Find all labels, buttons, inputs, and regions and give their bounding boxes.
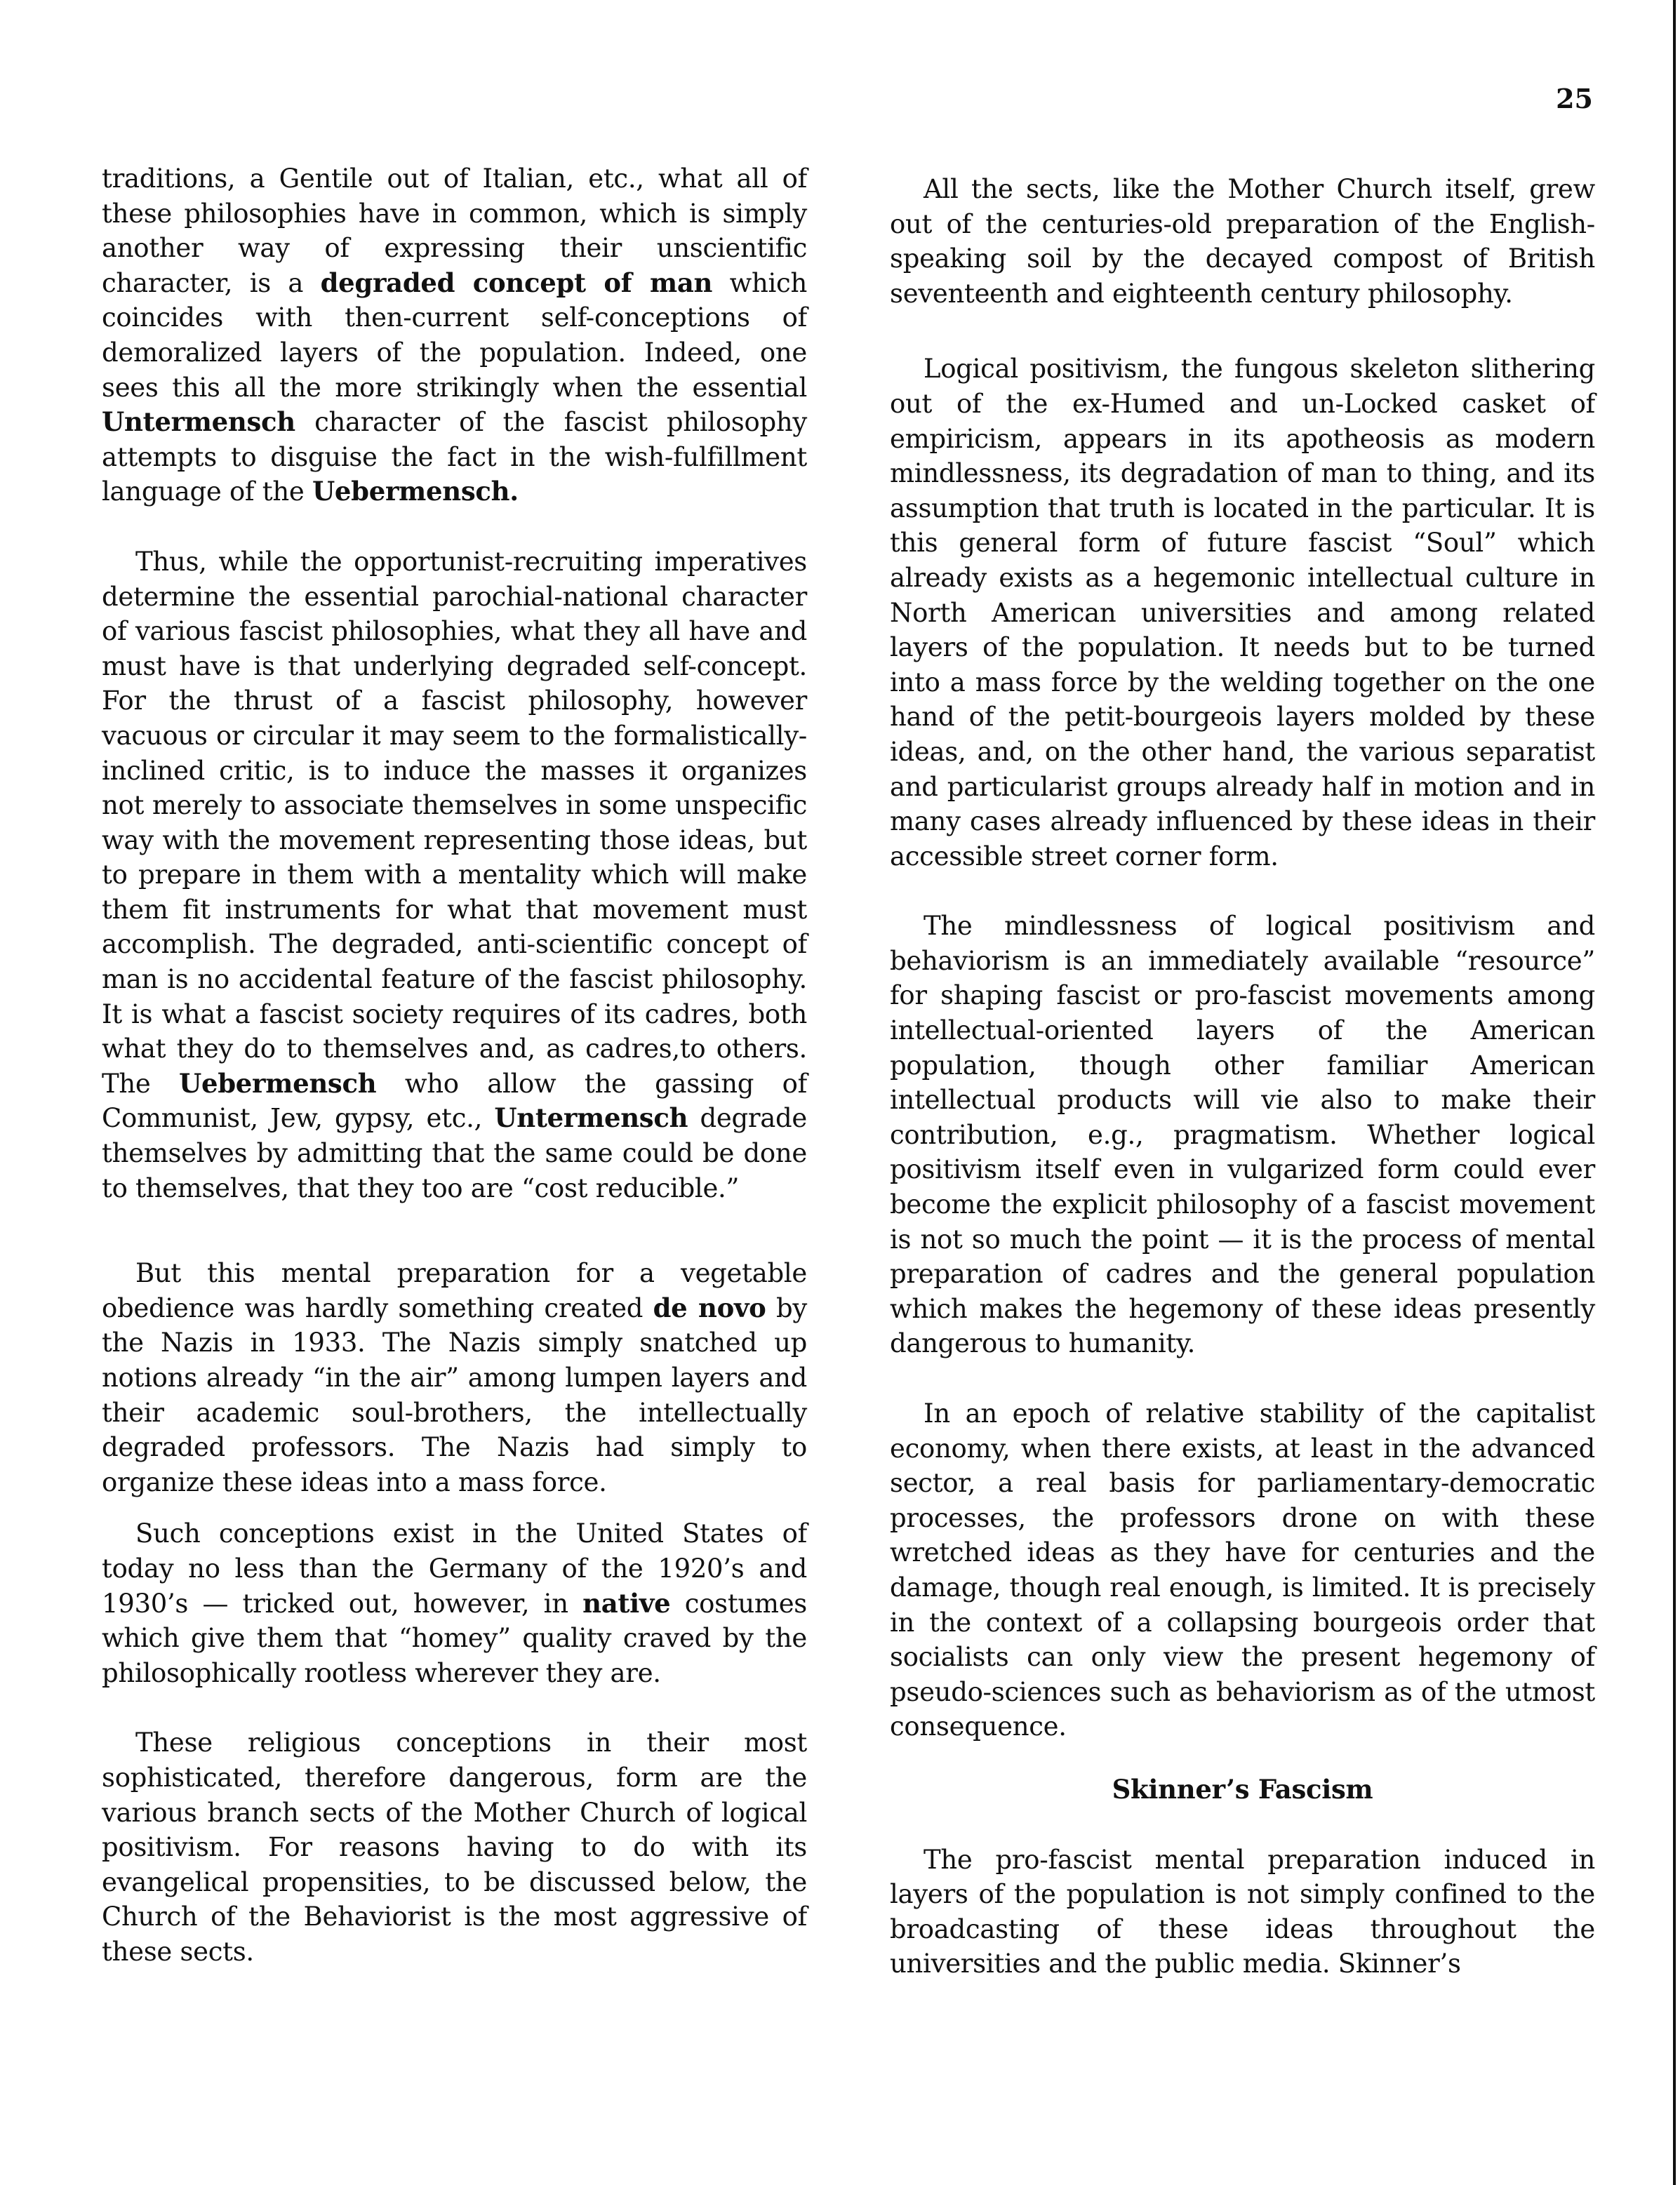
- bold-term: Untermensch: [102, 406, 295, 438]
- text: These religious conceptions in their most sophisticated, therefore dangerous, form are the various branch sects of the Mother Church of logical positivism. For reasons having to do with its evangelical propensities, to be discussed below, the Church of the Behaviorist is the most aggressive of these sects.: [102, 1728, 807, 1967]
- bold-term: Uebermensch.: [312, 476, 519, 507]
- paragraph: [102, 1256, 807, 1499]
- paragraph: Logical positivism, the fungous skeleton slithering out of the ex-Humed and un-Locked casket of empiricism, appears in its apotheosis as modern mindlessness, its degradation of man to thing, and its assumption that truth is located in the particular. It is this general form of future fascist “Soul” which already exists as a hegemonic intellectual culture in North American universities and among related layers of the population. It needs but to be turned into a mass force by the welding together on the one hand of the petit-bourgeois layers molded by these ideas, and, on the other hand, the various separatist and particularist groups already half in motion and in many cases already influenced by these ideas in their accessible street corner form.: [890, 354, 1595, 871]
- left-column: [102, 161, 807, 1970]
- paragraph: [102, 1516, 807, 1690]
- bold-term: Untermensch: [494, 1102, 688, 1134]
- text: degrade themselves by admitting that the same could be done to themselves, that they too are “cost reducible.”: [102, 1103, 807, 1203]
- text: traditions, a Gentile out of Italian, etc., what all of these philosophies have in common, which is simply another way of expressing their unscientific character, is a: [102, 163, 807, 298]
- bold-term: native: [582, 1587, 671, 1619]
- paragraph: All the sects, like the Mother Church itself, grew out of the centuries-old preparation of the English-speaking soil by the decayed compost of British seventeenth and eighteenth century philosophy.: [890, 174, 1595, 309]
- bold-term: degraded concept of man: [320, 267, 713, 298]
- text: character of the fascist philosophy attempts to disguise the fact in the wish-fulfillment language of the: [102, 407, 807, 507]
- right-column: [890, 172, 1595, 1982]
- paragraph-continued: [102, 161, 807, 509]
- section-heading: Skinner’s Fascism: [1112, 1773, 1373, 1805]
- text: Thus, while the opportunist-recruiting imperatives determine the essential parochial-national character of various fascist philosophies, what they all have and must have is that underlying degraded self-concept. For the thrust of a fascist philosophy, however vacuous or circular it may seem to the formalistically-inclined critic, is to induce the masses it organizes not merely to associate themselves in some unspecific way with the movement representing those ideas, but to prepare in them with a mentality which will make them fit instruments for what that movement must accomplish. The degraded, anti-scientific concept of man is no accidental feature of the fascist philosophy. It is what a fascist society requires of its cadres, both what they do to themselves and, as cadres,to others. The: [102, 546, 807, 1099]
- text: costumes which give them that “homey” quality craved by the philosophically rootless wherever they are.: [102, 1588, 807, 1688]
- text: Such conceptions exist in the United States of today no less than the Germany of the 1920’s and 1930’s — tricked out, however, in: [102, 1518, 807, 1619]
- text: which coincides with then-current self-conceptions of demoralized layers of the population. Indeed, one sees this all the more strikingly when the essential: [102, 267, 807, 403]
- page-number: 25: [1556, 83, 1593, 114]
- bold-term: Uebermensch: [179, 1067, 377, 1099]
- bold-term: de novo: [653, 1292, 766, 1323]
- paragraph: In an epoch of relative stability of the capitalist economy, when there exists, at least in the advanced sector, a real basis for parliamentary-democratic processes, the professors drone on with these wretched ideas as they have for centuries and the damage, though real enough, is limited. It is precisely in the context of a collapsing bourgeois order that socialists can only view the present hegemony of pseudo-sciences such as behaviorism as of the utmost consequence.: [890, 1398, 1595, 1742]
- text: who allow the gassing of Communist, Jew, gypsy, etc.,: [102, 1068, 807, 1134]
- paragraph: The mindlessness of logical positivism and behaviorism is an immediately available “resource” for shaping fascist or pro-fascist movements among intellectual-oriented layers of the American population, though other familiar American intellectual products will vie also to make their contribution, e.g., pragmatism. Whether logical positivism itself even in vulgarized form could ever become the explicit philosophy of a fascist movement is not so much the point — it is the process of mental preparation of cadres and the general population which makes the hegemony of these ideas presently dangerous to humanity.: [890, 911, 1595, 1359]
- paragraph: The pro-fascist mental preparation induced in layers of the population is not simply confined to the broadcasting of these ideas throughout the universities and the public media. Skinner’s: [890, 1844, 1595, 1979]
- paragraph: [102, 544, 807, 1205]
- text: by the Nazis in 1933. The Nazis simply snatched up notions already “in the air” among lumpen layers and their academic soul-brothers, the intellectually degraded professors. The Nazis had simply to organize these ideas into a mass force.: [102, 1292, 808, 1497]
- paragraph: [102, 1725, 807, 1969]
- page-edge-border: [1673, 0, 1676, 2185]
- text: But this mental preparation for a vegetable obedience was hardly something created: [102, 1258, 807, 1323]
